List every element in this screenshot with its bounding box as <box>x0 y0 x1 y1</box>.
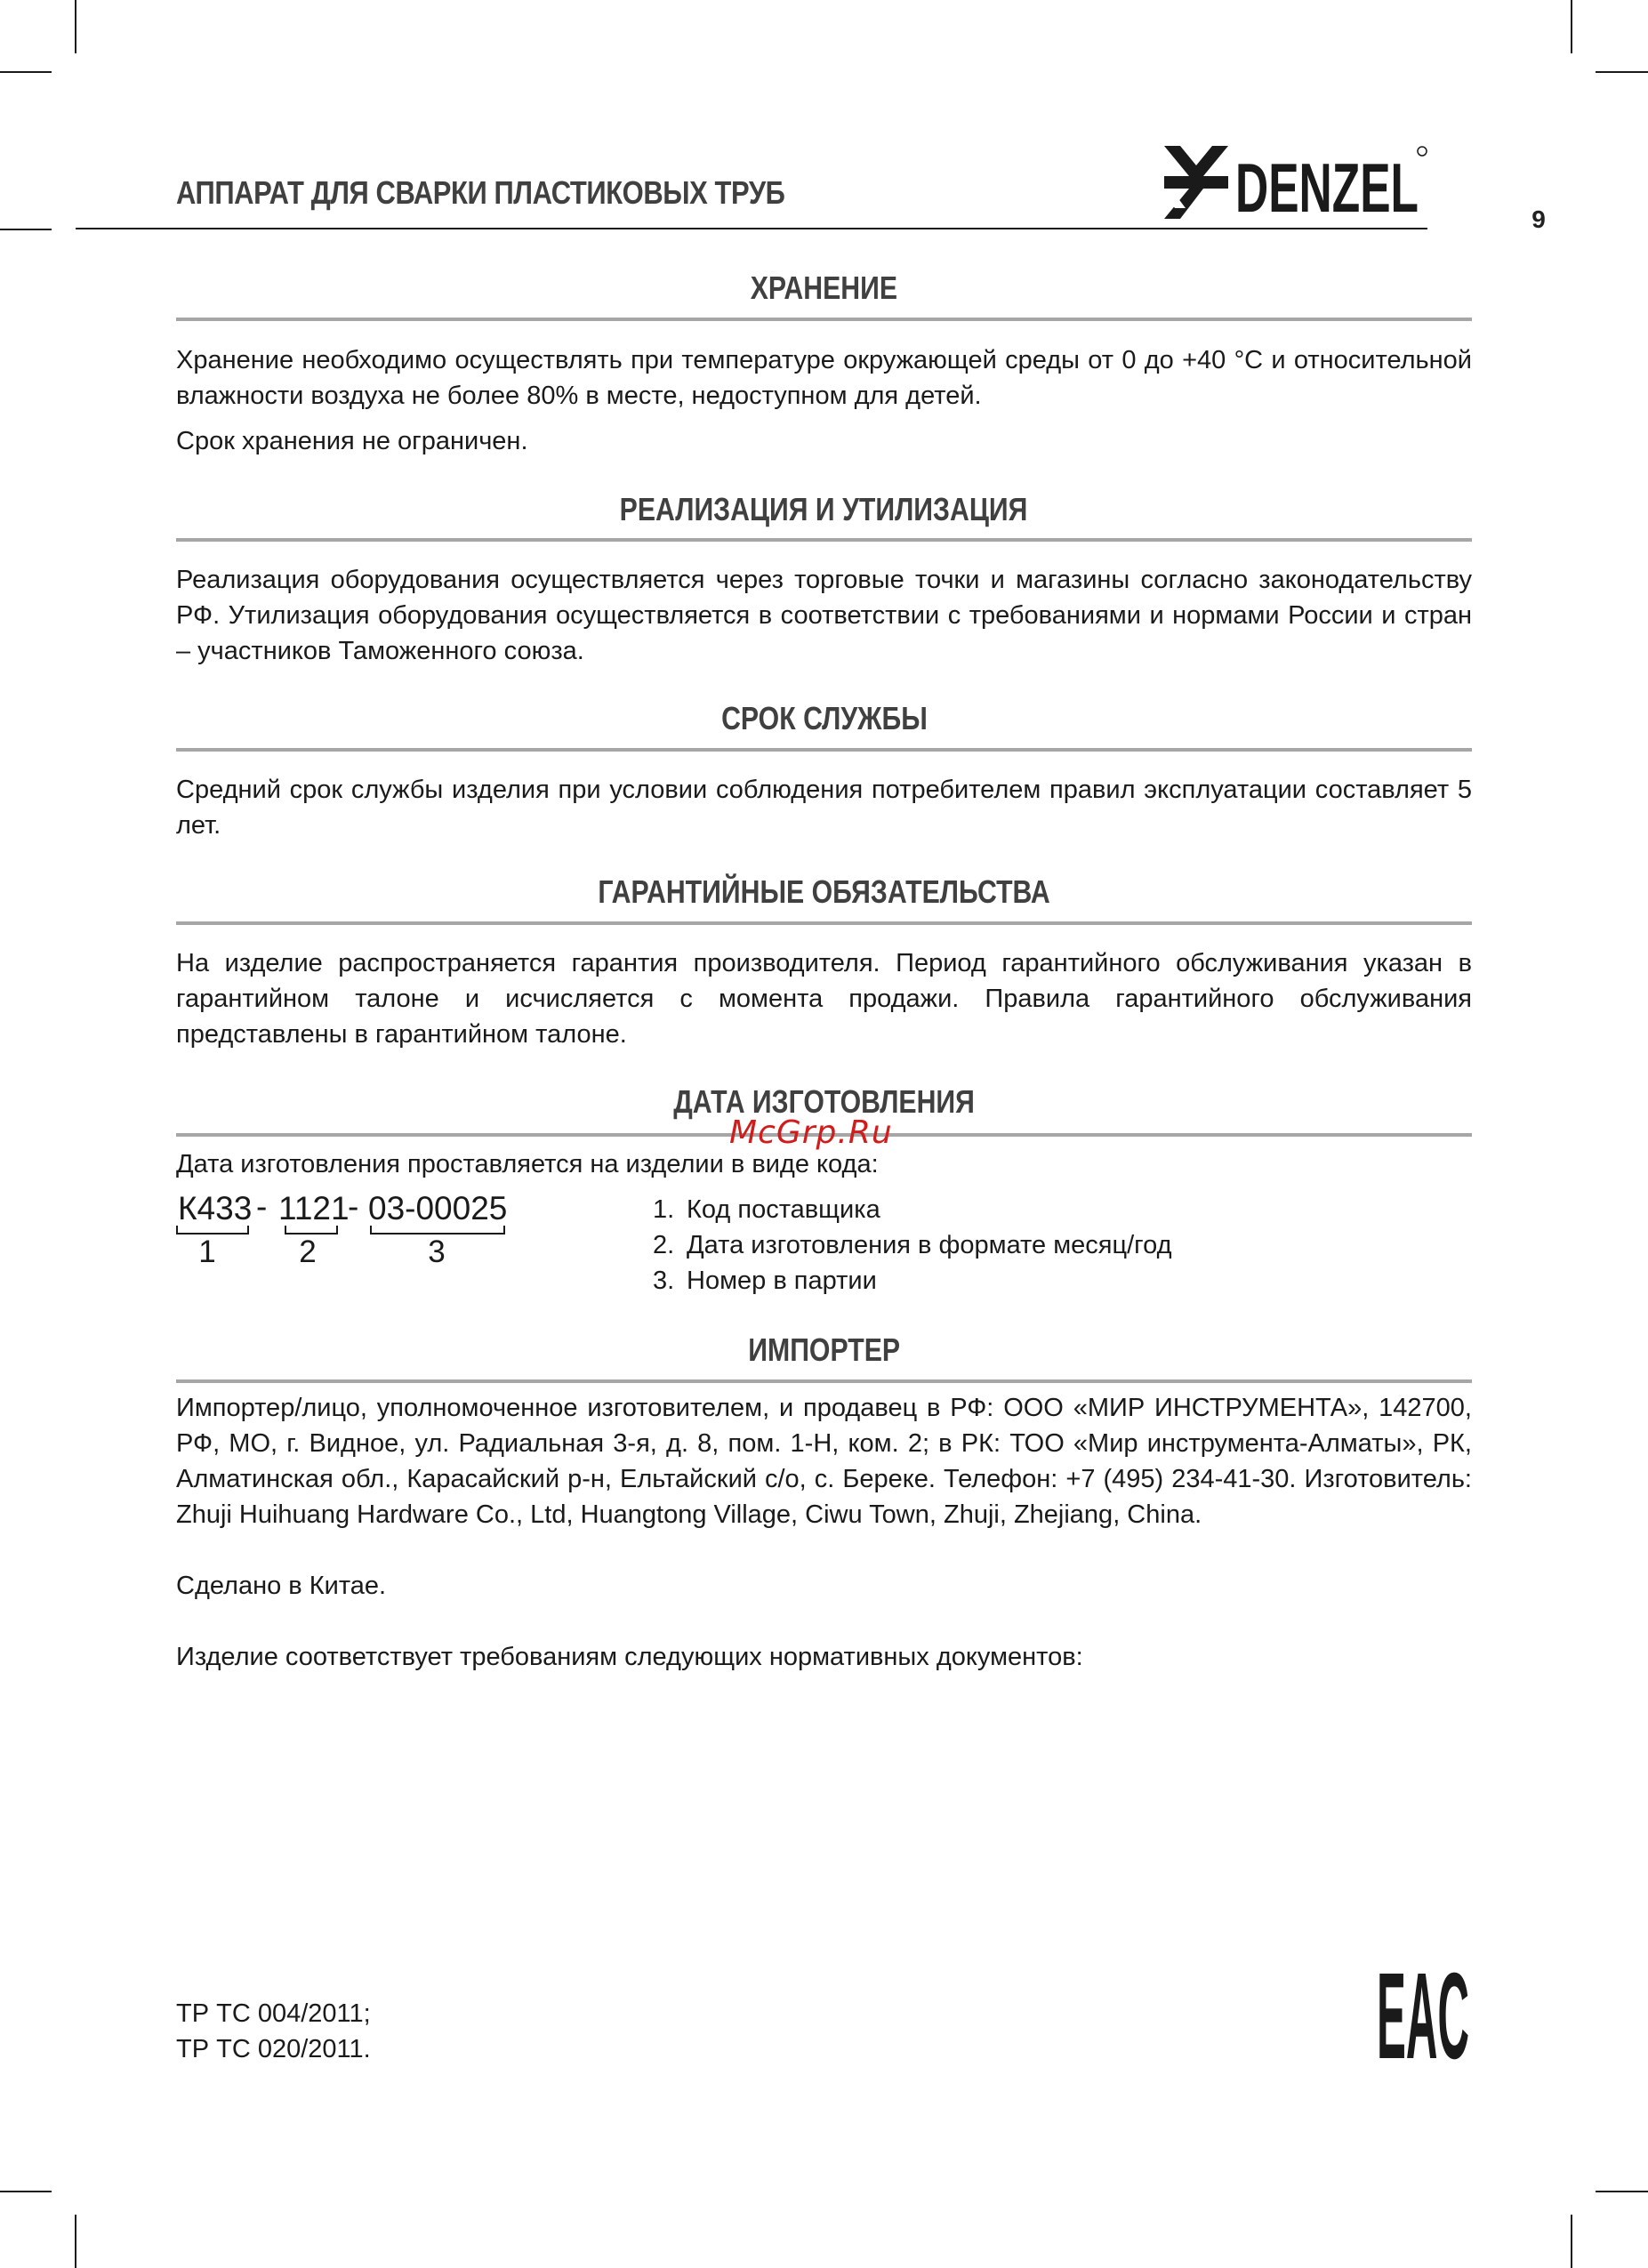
crop-mark <box>0 229 52 230</box>
denzel-logo <box>1161 139 1427 227</box>
eac-mark <box>1377 1948 1469 2085</box>
section-title-importer <box>176 1331 1472 1369</box>
list-item: 2. Дата изготовления в формате месяц/год <box>653 1231 1172 1259</box>
section-title-sale <box>176 491 1472 528</box>
storage-term-paragraph: Срок хранения не ограничен. <box>176 427 528 455</box>
section-rule <box>176 921 1472 925</box>
section-title-text: ГАРАНТИЙНЫЕ ОБЯЗАТЕЛЬСТВА <box>598 873 1050 910</box>
section-title-warranty <box>176 873 1472 911</box>
made-in-paragraph: Сделано в Китае. <box>176 1572 387 1600</box>
code-legend <box>653 1192 1172 1299</box>
crop-mark <box>0 2191 52 2192</box>
warranty-paragraph: На изделие распространяется гарантия производителя. Период гарантийного обслуживания указан в гарантийном талоне и исчисляется с момента продажи. Правила гарантийного обслуживания представлены в гарантийном талоне. <box>176 949 1472 1049</box>
eac-mark-text: EAC <box>1377 1948 1469 2085</box>
code-separator: - <box>256 1188 268 1225</box>
crop-mark <box>1596 2191 1648 2192</box>
document-title: АППАРАТ ДЛЯ СВАРКИ ПЛАСТИКОВЫХ ТРУБ <box>176 174 785 211</box>
section-title-text: ХРАНЕНИЕ <box>750 269 898 306</box>
code-part-supplier: К433 <box>178 1190 253 1226</box>
section-title-text: ДАТА ИЗГОТОВЛЕНИЯ <box>673 1083 975 1120</box>
crop-mark <box>1571 2215 1572 2268</box>
code-number: 3 <box>428 1235 446 1269</box>
regulation-doc: ТР ТС 004/2011; <box>176 1999 371 2028</box>
code-bracket <box>176 1226 249 1235</box>
section-rule <box>176 748 1472 752</box>
section-title-storage <box>176 269 1472 307</box>
compliance-paragraph: Изделие соответствует требованиям следующих нормативных документов: <box>176 1643 1083 1671</box>
section-title-text: РЕАЛИЗАЦИЯ И УТИЛИЗАЦИЯ <box>620 491 1028 527</box>
code-number: 1 <box>198 1235 216 1269</box>
brand-wordmark: DENZEL <box>1235 149 1419 227</box>
code-number: 2 <box>299 1235 317 1269</box>
header-rule <box>76 228 1427 229</box>
section-rule <box>176 538 1472 542</box>
manufacture-date-paragraph: Дата изготовления проставляется на изделии в виде кода: <box>176 1150 879 1178</box>
list-item: 3. Номер в партии <box>653 1267 877 1295</box>
watermark: McGrp.Ru <box>729 1114 893 1151</box>
crop-mark <box>0 71 52 73</box>
section-title-service-life <box>176 700 1472 737</box>
crop-mark <box>1596 71 1648 73</box>
crop-mark <box>75 0 76 53</box>
section-title-text: СРОК СЛУЖБЫ <box>720 700 928 736</box>
section-title-text: ИМПОРТЕР <box>748 1331 900 1368</box>
code-separator: - <box>348 1188 359 1225</box>
list-item: 1. Код поставщика <box>653 1195 880 1224</box>
section-rule <box>176 1379 1472 1383</box>
code-bracket <box>285 1226 338 1235</box>
page-number: 9 <box>1531 205 1546 233</box>
sale-paragraph: Реализация оборудования осуществляется через торговые точки и магазины согласно законодательству РФ. Утилизация оборудования осуществляется в соответствии с требованиями и нормами России и стран – участников Таможенного союза. <box>176 566 1472 665</box>
regulation-doc: ТР ТС 020/2011. <box>176 2035 371 2063</box>
importer-paragraph: Импортер/лицо, уполномоченное изготовителем, и продавец в РФ: ООО «МИР ИНСТРУМЕНТА», 142700, РФ, МО, г. Видное, ул. Радиальная 3-я, д. 8, пом. 1-Н, ком. 2; в РК: ТОО «Мир инструмента-Алматы», РК, Алматинская обл., Карасайский р-н, Ельтайский с/о, с. Береке. Телефон: +7 (495) 234-41-30. Изготовитель: Zhuji Huihuang Hardware Co., Ltd, Huangtong Village, Ciwu Town, Zhuji, Zhejiang, China. <box>176 1394 1472 1529</box>
crop-mark <box>1571 0 1572 53</box>
section-rule <box>176 318 1472 321</box>
code-bracket <box>370 1226 505 1235</box>
crop-mark <box>75 2215 76 2268</box>
storage-paragraph: Хранение необходимо осуществлять при температуре окружающей среды от 0 до +40 °C и относительной влажности воздуха не более 80% в месте, недоступном для детей. <box>176 346 1472 410</box>
code-part-date: 1121 <box>278 1190 350 1226</box>
code-part-batch: 03-00025 <box>368 1190 508 1226</box>
service-life-paragraph: Средний срок службы изделия при условии соблюдения потребителем правил эксплуатации составляет 5 лет. <box>176 776 1472 840</box>
